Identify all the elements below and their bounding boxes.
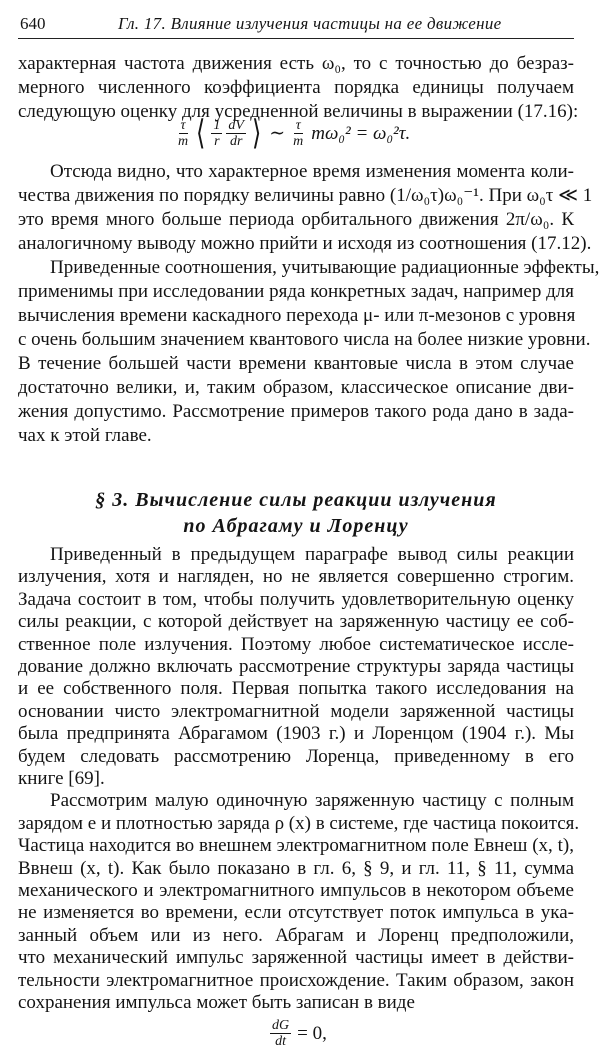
text-line: вычисления времени каскадного перехода μ- или π-мезонов с уровня [18,305,576,326]
formula-momentum-conservation: $\frac{dG}{dt}$ = 0, [272,1018,327,1049]
fraction: $\frac{dG}{dt}$ [272,1018,290,1049]
text-line: жения допустимо. Рассмотрение примеров такого рода дано в зада- [18,401,574,422]
text-line: это время много больше периода орбитального движения 2π/ω₀. К [18,209,574,230]
text-line: Приведенный в предыдущем параграфе вывод силы реакции [50,544,574,565]
text-line: Задача состоит в том, чтобы получить удовлетворительную оценку [18,588,574,610]
fraction: $\frac{\tau}{m}$ [293,118,304,149]
text-line: сохранения импульса может быть записан в виде [18,992,415,1013]
fraction: $\frac{\tau}{m}$ [178,118,189,149]
formula-average-estimate: $\frac{\tau}{m}$ ⟨ $\frac{1}{r}$ $\frac{dV}{dr}$ ⟩ ∼ $\frac{\tau}{m}$ mω₀² = ω₀²τ. [178,114,411,152]
text-line: основании чисто электромагнитной модели заряженной частицы [18,700,574,722]
text-line: что механический импульс заряженной частицы имеет в действи- [18,947,574,969]
text-line: следующую оценку для усредненной величины в выражении (17.16): [18,101,579,122]
page-header [18,8,574,39]
text-line: ственное поле излучения. Поэтому любое систематическое иссле- [18,633,574,655]
section-heading-line1: § 3. Вычисление силы реакции излучения [95,489,497,511]
text-line: занный объем или из него. Абрагам и Лоренц предположили, [18,924,574,946]
text-line: механического и электромагнитного импульсов в некотором объеме [18,880,574,901]
text-line: характерная частота движения есть ω₀, то с точностью до безраз- [18,53,574,74]
fraction: $\frac{1}{r}$ [213,118,221,149]
text-line: Bвнеш (x, t). Как было показано в гл. 6, § 9, и гл. 11, § 11, сумма [18,857,574,879]
text-line: Рассмотрим малую одиночную заряженную частицу с полным [50,790,574,812]
text-line: чах к этой главе. [18,425,152,446]
text-line: излучения, хотя и нагляден, но не является совершенно строгим. [18,566,574,588]
text-line: с очень большим значением квантового числа на более низкие уровни. [18,329,591,350]
running-title: Гл. 17. Влияние излучения частицы на ее движение [118,14,502,33]
text-line: мерного численного коэффициента порядка единицы получаем [18,77,574,98]
text-line: достаточно велики, и, таким образом, классическое описание дви- [18,377,574,398]
text-line: тельности электромагнитное происхождение. Таким образом, закон [18,969,574,991]
text-line: Приведенные соотношения, учитывающие радиационные эффекты, [50,257,600,278]
text-line: В течение большей части времени квантовые числа в этом случае [18,353,574,374]
text-line: не изменяется во времени, если отсутствует поток импульса в ука- [18,902,574,924]
text-line: дование должно включать рассмотрение структуры заряда частицы [18,656,574,677]
text-line: была предпринята Абрагамом (1903 г.) и Лоренцом (1904 г.). Мы [18,723,574,745]
text-line: аналогичному выводу можно прийти и исходя из соотношения (17.12). [18,233,592,254]
text-line: и ее собственного поля. Первая попытка такого исследования на [18,678,574,700]
text-line: чества движения по порядку величины равно (1/ω₀τ)ω₀⁻¹. При ω₀τ ≪ 1 [18,185,593,206]
text-line: Отсюда видно, что характерное время изменения момента коли- [50,161,574,182]
text-line: силы реакции, с которой действует на заряженную частицу ее соб- [18,611,574,633]
page-number: 640 [20,14,46,33]
fraction: $\frac{dV}{dr}$ [228,118,244,149]
text-line: зарядом e и плотностью заряда ρ (x) в системе, где частица покоится. [18,812,580,834]
text-line: применимы при исследовании ряда конкретных задач, например для [18,281,574,302]
section-heading-line2: по Абрагаму и Лоренцу [183,515,409,537]
text-line: будем следовать рассмотрению Лоренца, приведенному в его [18,745,574,767]
text-line: книге [69]. [18,768,105,789]
text-line: Частица находится во внешнем электромагнитном поле Eвнеш (x, t), [18,835,574,857]
